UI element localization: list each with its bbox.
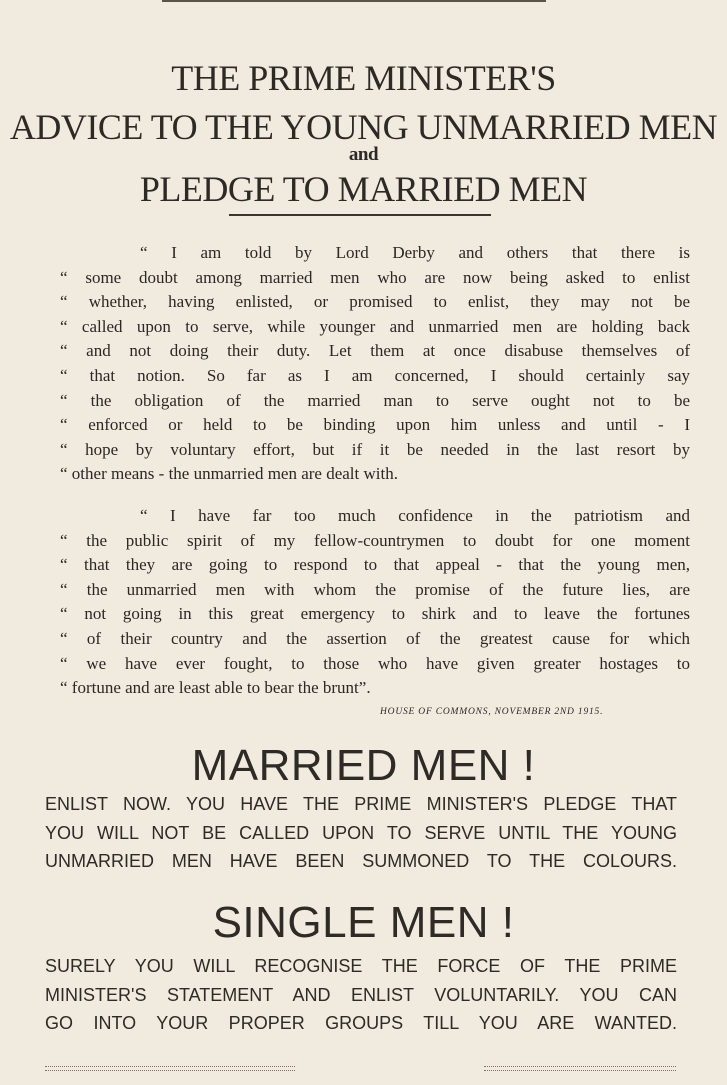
quote-line: “ some doubt among married men who are now being asked to enlist xyxy=(60,267,690,287)
quote-line: “ the unmarried men with whom the promise of the future lies, are xyxy=(60,579,690,599)
title-and: and xyxy=(348,144,379,165)
single-men-line: SURELY YOU WILL RECOGNISE THE FORCE OF THE PRIME xyxy=(45,956,677,976)
top-border-line xyxy=(162,0,546,2)
quote-paragraph-2 xyxy=(60,504,690,701)
printer-imprint xyxy=(484,1066,676,1071)
single-men-heading: SINGLE MEN ! xyxy=(212,898,515,947)
speech-attribution: HOUSE OF COMMONS, NOVEMBER 2ND 1915. xyxy=(380,707,604,717)
quote-line: “ we have ever fought, to those who have given greater hostages to xyxy=(60,653,690,673)
quote-line: “ of their country and the assertion of the greatest cause for which xyxy=(60,628,690,648)
title-divider xyxy=(229,214,491,216)
married-men-text xyxy=(45,790,677,876)
quote-line: “ hope by voluntary effort, but if it be needed in the last resort by xyxy=(60,439,690,459)
title-line-2: ADVICE TO THE YOUNG UNMARRIED MEN xyxy=(9,107,718,147)
quote-line: “ I have far too much confidence in the patriotism and xyxy=(140,506,690,525)
quote-line: “ not going in this great emergency to shirk and to leave the fortunes xyxy=(60,604,690,624)
single-men-text xyxy=(45,952,677,1038)
married-men-line: YOU WILL NOT BE CALLED UPON TO SERVE UNTIL THE YOUNG xyxy=(45,822,677,843)
quote-line: “ enforced or held to be binding upon him unless and until - I xyxy=(60,415,690,435)
title-line-3: PLEDGE TO MARRIED MEN xyxy=(139,169,588,209)
quote-line: “ whether, having enlisted, or promised to enlist, they may not be xyxy=(60,292,690,312)
quote-line: “ I am told by Lord Derby and others that there is xyxy=(140,243,690,262)
publisher-imprint xyxy=(45,1066,295,1071)
title-line-1: THE PRIME MINISTER'S xyxy=(171,58,556,98)
married-men-line: ENLIST NOW. YOU HAVE THE PRIME MINISTER'S PLEDGE THAT xyxy=(45,794,677,814)
quote-paragraph-1 xyxy=(60,241,690,487)
quote-line: “ fortune and are least able to bear the brunt”. xyxy=(60,678,371,698)
quote-line: “ that notion. So far as I am concerned, I should certainly say xyxy=(60,365,690,385)
single-men-line: GO INTO YOUR PROPER GROUPS TILL YOU ARE WANTED. xyxy=(45,1013,677,1033)
quote-line: “ other means - the unmarried men are dealt with. xyxy=(60,464,398,484)
quote-line: “ and not doing their duty. Let them at once disabuse themselves of xyxy=(60,341,690,361)
quote-line: “ the public spirit of my fellow-countrymen to doubt for one moment xyxy=(60,530,690,550)
married-men-line: UNMARRIED MEN HAVE BEEN SUMMONED TO THE COLOURS. xyxy=(45,851,677,871)
single-men-line: MINISTER'S STATEMENT AND ENLIST VOLUNTARILY. YOU CAN xyxy=(45,984,677,1005)
quote-line: “ called upon to serve, while younger and unmarried men are holding back xyxy=(60,316,690,336)
quote-line: “ that they are going to respond to that appeal - that the young men, xyxy=(60,555,690,575)
quote-line: “ the obligation of the married man to serve ought not to be xyxy=(60,390,690,410)
married-men-heading: MARRIED MEN ! xyxy=(191,741,536,790)
